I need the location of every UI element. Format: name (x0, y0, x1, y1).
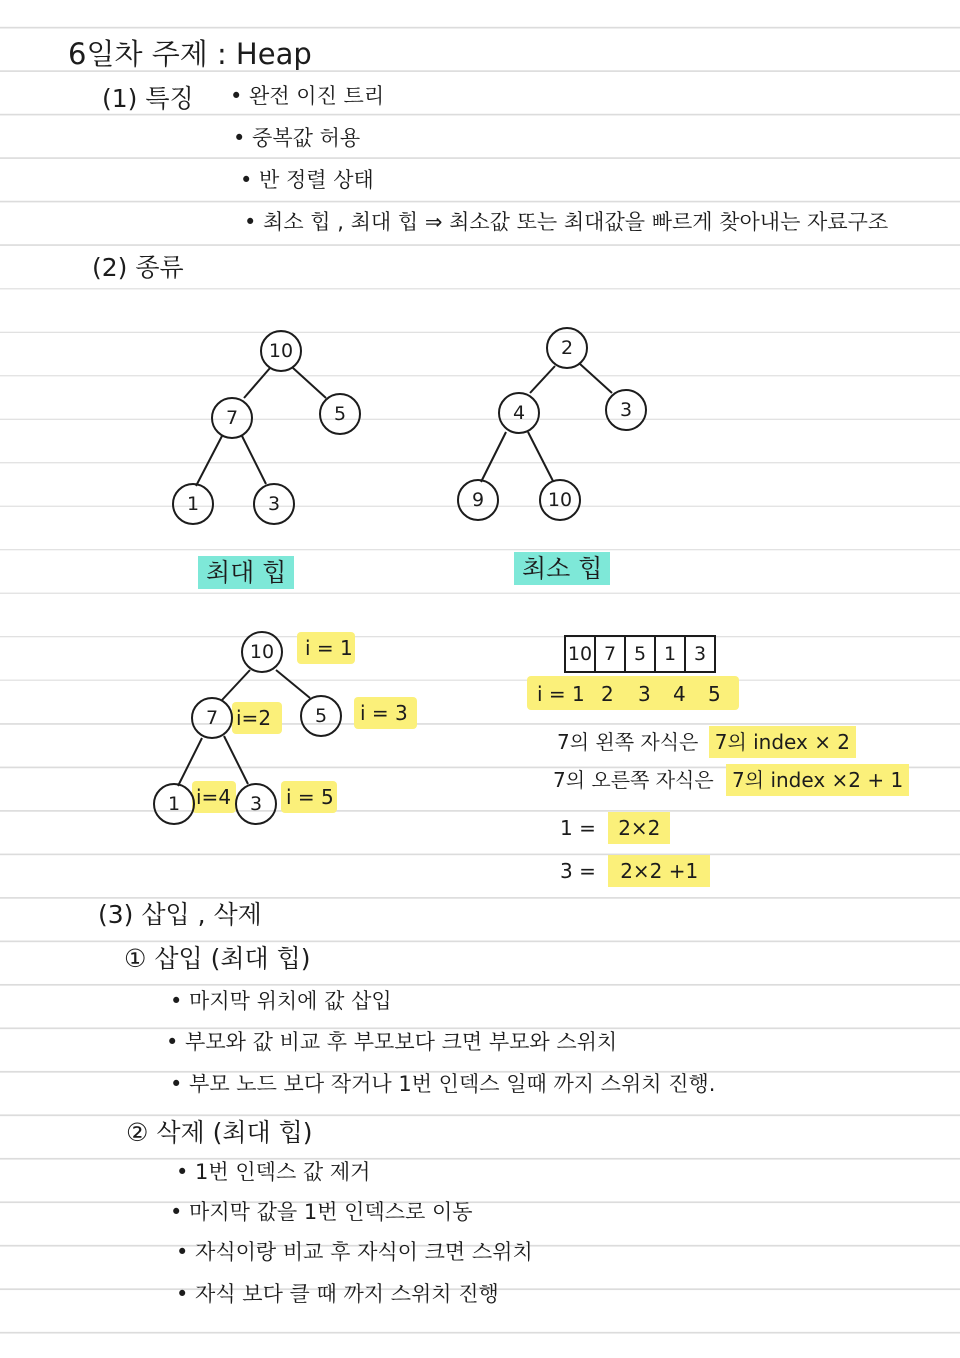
array-index-5: 5 (708, 682, 721, 706)
insert-bullet-1: • 마지막 위치에 값 삽입 (170, 989, 392, 1013)
index-tree-node-label: 7 (205, 707, 219, 729)
index-label-5: i = 5 (286, 785, 334, 809)
array-cell: 7 (596, 635, 626, 673)
min-heap-node-label: 10 (547, 489, 573, 511)
note-prefix: 1 = (560, 816, 596, 840)
delete-bullet-3: • 자식이랑 비교 후 자식이 크면 스위치 (176, 1240, 533, 1264)
note-highlight: 7의 index × 2 (709, 726, 856, 758)
note-highlight: 2×2 (608, 812, 670, 844)
insert-label: ① 삽입 (최대 힙) (124, 944, 311, 973)
index-label-2: i=2 (236, 706, 272, 730)
note-example-1 (560, 818, 670, 838)
note-highlight: 2×2 +1 (608, 855, 710, 887)
array-cell: 5 (626, 635, 656, 673)
min-heap-node-label: 2 (560, 337, 574, 359)
delete-bullet-1: • 1번 인덱스 값 제거 (176, 1160, 371, 1184)
min-heap-caption: 최소 힙 (514, 552, 610, 585)
array-index-2: 2 (601, 682, 614, 706)
note-prefix: 7의 오른쪽 자식은 (553, 768, 714, 792)
insert-bullet-3: • 부모 노드 보다 작거나 1번 인덱스 일때 까지 스위치 진행. (170, 1072, 716, 1096)
max-heap-node-label: 5 (333, 403, 347, 425)
index-label-4: i=4 (196, 785, 232, 809)
max-heap-caption: 최대 힙 (198, 556, 294, 589)
delete-bullet-4: • 자식 보다 클 때 까지 스위치 진행 (176, 1282, 499, 1306)
section1-label: (1) 특징 (102, 84, 194, 113)
max-heap-node-label: 3 (267, 493, 281, 515)
insert-bullet-2: • 부모와 값 비교 후 부모보다 크면 부모와 스위치 (166, 1030, 618, 1054)
array-index-1: i = 1 (537, 682, 585, 706)
section1-bullet-4: • 최소 힙 , 최대 힙 ⇒ 최소값 또는 최대값을 빠르게 찾아내는 자료구조 (244, 210, 889, 234)
array-cell: 1 (656, 635, 686, 673)
array-index-3: 3 (638, 682, 651, 706)
min-heap-node-label: 4 (512, 402, 526, 424)
page-title: 6일차 주제 : Heap (68, 37, 312, 71)
max-heap-node-label: 1 (186, 493, 200, 515)
section1-bullet-2: • 중복값 허용 (233, 126, 361, 150)
delete-label: ② 삭제 (최대 힙) (126, 1118, 313, 1147)
note-highlight: 7의 index ×2 + 1 (726, 764, 909, 796)
array-cell: 10 (564, 635, 596, 673)
max-heap-node-label: 7 (225, 407, 239, 429)
array-cell: 3 (686, 635, 716, 673)
note-prefix: 3 = (560, 859, 596, 883)
index-tree-node-label: 10 (249, 641, 275, 663)
section3-label: (3) 삽입 , 삭제 (98, 900, 262, 929)
max-heap-node-label: 10 (268, 340, 294, 362)
min-heap-node-label: 9 (471, 489, 485, 511)
heap-array (564, 635, 716, 673)
section1-bullet-3: • 반 정렬 상태 (240, 168, 374, 192)
index-tree-node-label: 5 (314, 705, 328, 727)
index-label-3: i = 3 (360, 701, 408, 725)
min-heap-node-label: 3 (619, 399, 633, 421)
index-label-1: i = 1 (305, 636, 353, 660)
note-right-child (553, 770, 909, 790)
index-tree-node-label: 1 (167, 793, 181, 815)
note-prefix: 7의 왼쪽 자식은 (557, 730, 699, 754)
index-tree-node-label: 3 (249, 793, 263, 815)
section1-bullet-1: • 완전 이진 트리 (230, 84, 385, 108)
section2-label: (2) 종류 (92, 253, 184, 282)
array-index-4: 4 (673, 682, 686, 706)
delete-bullet-2: • 마지막 값을 1번 인덱스로 이동 (170, 1200, 473, 1224)
note-example-2 (560, 861, 710, 881)
note-left-child (557, 732, 856, 752)
